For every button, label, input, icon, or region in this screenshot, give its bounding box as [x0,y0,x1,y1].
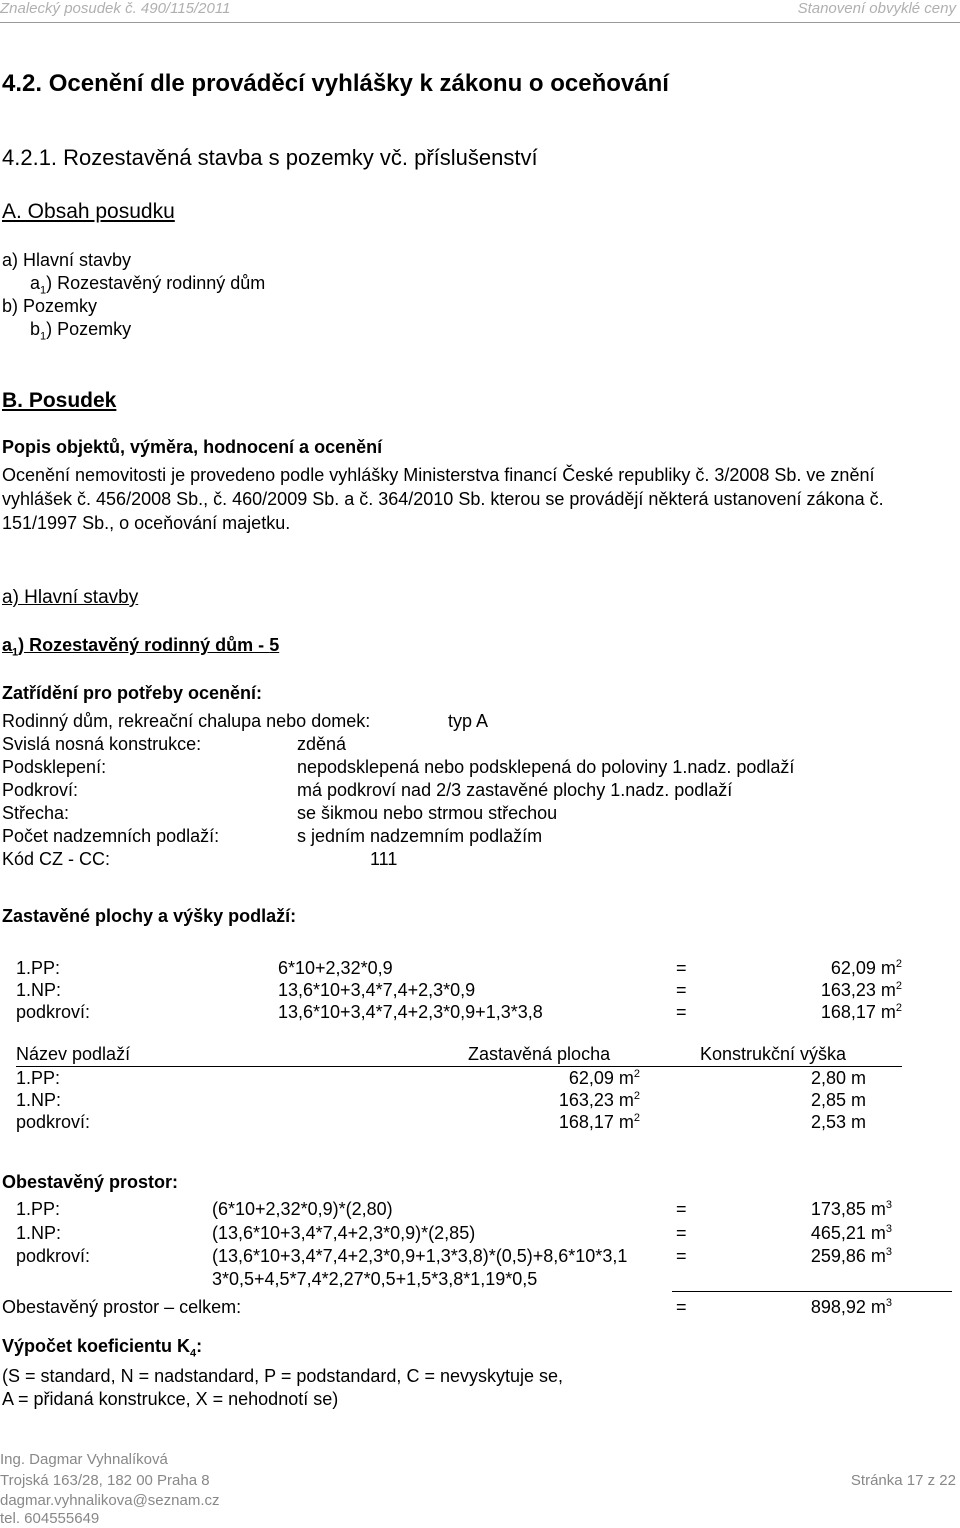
volume-row-equals: = [676,1199,687,1219]
area-row-label: 1.NP: [16,980,62,1000]
contents-item-land-sub: $b_1$) Pozemky [30,319,132,343]
section-title: 4.2. Ocenění dle prováděcí vyhlášky k zákonu o oceňování [2,70,669,97]
coefficient-legend-line-2: A = přidaná konstrukce, X = nehodnotí se) [2,1389,339,1409]
area-row-value: 62,09 $m^2$ [830,958,902,978]
volume-formula-continuation: 3*0,5+4,5*7,4*2,27*0,5+1,5*3,8*1,19*0,5 [212,1269,538,1289]
header-section-title: Stanovení obvyklé ceny [797,0,956,17]
classification-label: Podsklepení: [2,757,107,777]
contents-item-main-buildings: a) Hlavní stavby [2,250,132,270]
footer-name: Ing. Dagmar Vyhnalíková [0,1451,168,1468]
floor-row-name: 1.PP: [16,1068,61,1088]
volume-heading: Obestavěný prostor: [2,1172,179,1192]
floor-table-header-name: Název podlaží [16,1044,131,1064]
posudek-subheading: Popis objektů, výměra, hodnocení a ocenění [2,437,383,457]
area-row-label: podkroví: [16,1002,91,1022]
posudek-paragraph-line-2: vyhlášek č. 456/2008 Sb., č. 460/2009 Sb. a č. 364/2010 Sb. kterou se provádějí některá ustanovení zákona č. [2,489,884,509]
header-document-title: Znalecký posudek č. 490/115/2011 [0,0,231,17]
posudek-paragraph-line-3: 151/1997 Sb., o oceňování majetku. [2,513,291,533]
area-row-equals: = [676,958,687,978]
classification-label: Rodinný dům, rekreační chalupa nebo domek: [2,711,371,731]
area-row-value: 168,17 $m^2$ [820,1002,902,1022]
footer-phone: tel. 604555649 [0,1510,100,1527]
classification-label: Kód CZ - CC: [2,849,111,869]
volume-row-label: 1.NP: [16,1223,62,1243]
floor-table-header-rule [16,1066,902,1067]
footer-page-number: Stránka 17 z 22 [850,1472,956,1489]
contents-item-land: b) Pozemky [2,296,98,316]
header-divider [0,22,960,23]
floor-table-header-height: Konstrukční výška [700,1044,847,1064]
area-row-formula: 6*10+2,32*0,9 [278,958,393,978]
classification-heading: Zatřídění pro potřeby ocenění: [2,683,263,703]
floor-row-area: 168,17 $m^2$ [558,1112,640,1132]
volume-row-equals: = [676,1246,687,1266]
posudek-paragraph-line-1: Ocenění nemovitosti je provedeno podle vyhlášky Ministerstva financí České republiky č. 3/2008 Sb. ve znění [2,465,875,485]
volume-row-value: 465,21 $m^3$ [810,1223,892,1243]
posudek-heading: B. Posudek [2,389,117,412]
area-row-value: 163,23 $m^2$ [820,980,902,1000]
footer-address: Trojská 163/28, 182 00 Praha 8 [0,1472,210,1489]
floor-row-height: 2,80 m [810,1068,866,1088]
area-row-formula: 13,6*10+3,4*7,4+2,3*0,9+1,3*3,8 [278,1002,543,1022]
contents-item-house: $a_1$) Rozestavěný rodinný dům [30,273,266,297]
volume-row-formula: (13,6*10+3,4*7,4+2,3*0,9)*(2,85) [212,1223,476,1243]
volume-row-value: 259,86 $m^3$ [810,1246,892,1266]
classification-value: typ A [448,711,489,731]
coefficient-legend-line-1: (S = standard, N = nadstandard, P = podstandard, C = nevyskytuje se, [2,1366,564,1386]
volume-row-label: podkroví: [16,1246,91,1266]
area-row-formula: 13,6*10+3,4*7,4+2,3*0,9 [278,980,476,1000]
volume-row-formula: (13,6*10+3,4*7,4+2,3*0,9+1,3*3,8)*(0,5)+8,6*10*3,1 [212,1246,628,1266]
area-row-label: 1.PP: [16,958,61,978]
built-areas-heading: Zastavěné plochy a výšky podlaží: [2,906,297,926]
classification-value: s jedním nadzemním podlažím [297,826,543,846]
floor-row-name: podkroví: [16,1112,91,1132]
section-subtitle: 4.2.1. Rozestavěná stavba s pozemky vč. příslušenství [2,145,538,170]
contents-heading: A. Obsah posudku [2,200,175,223]
floor-row-height: 2,53 m [810,1112,866,1132]
area-row-equals: = [676,980,687,1000]
floor-row-height: 2,85 m [810,1090,866,1110]
floor-row-area: 163,23 $m^2$ [558,1090,640,1110]
volume-total-equals: = [676,1297,687,1317]
classification-value: se šikmou nebo strmou střechou [297,803,558,823]
volume-total-value: 898,92 $m^3$ [810,1297,892,1317]
classification-label: Svislá nosná konstrukce: [2,734,202,754]
floor-table-header-area: Zastavěná plocha [468,1044,611,1064]
floor-row-area: 62,09 $m^2$ [568,1068,640,1088]
main-buildings-heading: a) Hlavní stavby [2,587,139,608]
volume-row-value: 173,85 $m^3$ [810,1199,892,1219]
floor-row-name: 1.NP: [16,1090,62,1110]
classification-label: Počet nadzemních podlaží: [2,826,220,846]
volume-row-label: 1.PP: [16,1199,61,1219]
volume-row-formula: (6*10+2,32*0,9)*(2,80) [212,1199,393,1219]
object-heading: $a_1$) Rozestavěný rodinný dům - 5 [2,635,280,659]
classification-value: má podkroví nad 2/3 zastavěné plochy 1.nadz. podlaží [297,780,733,800]
volume-total-rule [672,1291,952,1292]
classification-value: zděná [297,734,347,754]
volume-total-label: Obestavěný prostor – celkem: [2,1297,242,1317]
classification-label: Střecha: [2,803,70,823]
classification-value: 111 [370,849,398,869]
classification-value: nepodsklepená nebo podsklepená do poloviny 1.nadz. podlaží [297,757,795,777]
volume-row-equals: = [676,1223,687,1243]
coefficient-heading: Výpočet koeficientu $K_4$: [2,1336,203,1360]
classification-label: Podkroví: [2,780,79,800]
footer-email: dagmar.vyhnalikova@seznam.cz [0,1492,220,1509]
area-row-equals: = [676,1002,687,1022]
